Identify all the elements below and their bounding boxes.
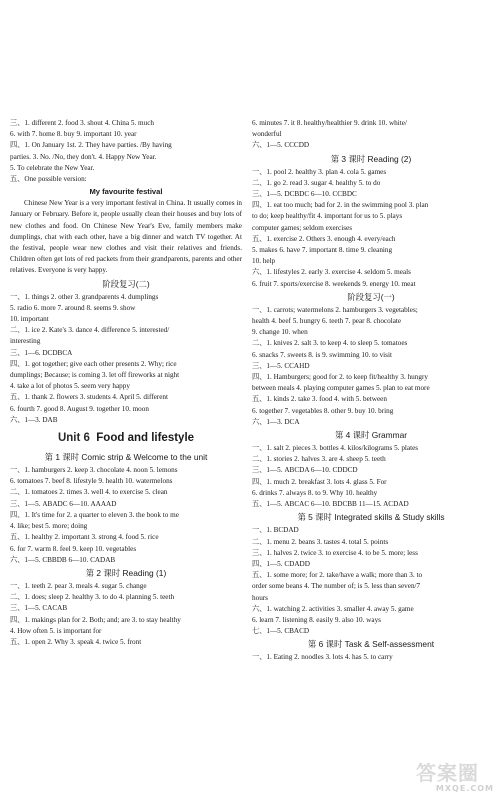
essay-text: Chinese New Year is a very important festival in China. It usually comes in January or February. Before it, people usually clean their houses and buy lots of new clothes and food. On Chinese New Year's Eve, family members make dumplings, chat with each other, have a big dinner and watch TV together. At the festival, people wear new clothes and visit their relatives and friends. Children often get lots of red packets from their grandparents, parents and other relatives. Everyone is very happy. <box>10 199 242 275</box>
answer-line: parties. 3. No. /No, they don't. 4. Happy New Year. <box>10 152 157 161</box>
answer-line: 6. fourth 7. good 8. August 9. together 10. moon <box>10 404 149 413</box>
lesson-6-answers <box>252 652 490 663</box>
lesson-1-heading: 第 1 课时 Comic strip & Welcome to the unit <box>44 452 208 463</box>
answer-line: 一、1. salt 2. pieces 3. bottles 4. kilos/kilograms 5. plates <box>252 444 419 453</box>
answer-line: 四、1. Hamburgers; good for 2. to keep fit/healthy 3. hungry <box>252 373 428 382</box>
answer-line: 七、1—5. CBACD <box>252 627 310 636</box>
answer-line: 6. tomatoes 7. beef 8. lifestyle 9. health 10. watermelons <box>10 477 173 486</box>
answer-line: 三、1—6. DCDBCA <box>10 348 73 357</box>
answer-line: 三、1. halves 2. twice 3. to exercise 4. to be 5. more; less <box>252 548 418 557</box>
answer-line: 三、1—5. ABCDA 6—10. CDDCD <box>252 466 358 475</box>
answer-line: order some beans 4. The number of; is 5. less than seven/7 <box>252 582 421 591</box>
answer-line: 四、1. It's time for 2. a quarter to eleven 3. the book to me <box>10 510 179 519</box>
lesson-5-answers <box>252 525 490 637</box>
answer-line: 4. take a lot of photos 5. seem very happy <box>10 382 130 391</box>
lesson-4-heading: 第 4 课时 Grammar <box>334 430 408 441</box>
answer-line: 五、1. open 2. Why 3. speak 4. twice 5. front <box>10 637 142 646</box>
answer-line: 一、1. hamburgers 2. keep 3. chocolate 4. noon 5. lemons <box>10 466 178 475</box>
answer-line: 五、1. exercise 2. Others 3. enough 4. every/each <box>252 234 396 243</box>
answer-line: 6. together 7. vegetables 8. other 9. buy 10. bring <box>252 406 394 415</box>
answer-line: 六、1—5. CCCDD <box>252 141 310 150</box>
review-1-answers <box>252 305 490 428</box>
answer-line: 四、1—5. CDADD <box>252 559 310 568</box>
answer-line: 四、1. makings plan for 2. Both; and; are 3. to stay healthy <box>10 615 181 624</box>
answer-line: to do; keep healthy/fit 4. important for us to 5. plays <box>252 212 403 221</box>
answer-line: 5. makes 6. have 7. important 8. time 9. cleaning <box>252 246 393 255</box>
lesson-6-heading: 第 6 课时 Task & Self-assessment <box>307 639 435 650</box>
watermark-url: MXQE.COM <box>435 784 494 793</box>
answer-line: 5. radio 6. more 7. around 8. seems 9. show <box>10 303 136 312</box>
answer-line: 六、1—3. DCA <box>252 417 300 426</box>
answer-line: 三、1. different 2. food 3. shout 4. China 5. much <box>10 119 154 127</box>
answer-line: 二、1. go 2. read 3. sugar 4. healthy 5. to do <box>252 178 381 187</box>
answer-line: 二、1. does; sleep 2. healthy 3. to do 4. planning 5. teeth <box>10 593 175 602</box>
answer-line: computer games; seldom exercises <box>252 223 352 232</box>
unit5-answers-block <box>10 118 242 185</box>
lesson-4-answers <box>252 443 490 510</box>
answer-line: 五、1. kinds 2. take 3. food 4. with 5. between <box>252 395 387 404</box>
answer-line: wonderful <box>252 130 282 139</box>
lesson-2-heading: 第 2 课时 Reading (1) <box>85 567 167 578</box>
answer-line: 六、1. lifestyles 2. early 3. exercise 4. seldom 5. meals <box>252 268 411 277</box>
answer-line: 二、1. knives 2. salt 3. to keep 4. to sleep 5. tomatoes <box>252 339 408 348</box>
answer-line: 6. fruit 7. sports/exercise 8. weekends 9. energy 10. meat <box>252 279 416 288</box>
answer-line: 6. for 7. warm 8. feel 9. keep 10. vegetables <box>10 544 137 553</box>
answer-line: hours <box>252 593 268 602</box>
answer-line: interesting <box>10 337 41 346</box>
essay-title: My favourite festival <box>89 187 163 197</box>
unit-number: Unit 6 <box>57 432 90 445</box>
lesson-3-heading: 第 3 课时 Reading (2) <box>330 153 412 164</box>
answer-line: 四、1. eat too much; bad for 2. in the swimming pool 3. plan <box>252 201 429 210</box>
answer-key-page <box>0 118 500 800</box>
answer-line: 4. How often 5. is important for <box>10 626 102 635</box>
answer-line: 六、1—3. DAB <box>10 415 58 424</box>
lesson-1-answers <box>10 465 242 566</box>
answer-line: 五、1. some more; for 2. take/have a walk; more than 3. to <box>252 571 423 580</box>
answer-line: 二、1. ice 2. Kate's 3. dance 4. difference 5. interested/ <box>10 326 170 335</box>
answer-line: 6. learn 7. listening 8. easily 9. also 10. ways <box>252 615 381 624</box>
answer-line: 一、1. Eating 2. noodles 3. lots 4. has 5. to carry <box>252 653 393 662</box>
answer-line: 4. like; best 5. more; doing <box>10 522 88 531</box>
answer-line: 一、1. carrots; watermelons 2. hamburgers 3. vegetables; <box>252 305 418 314</box>
answer-line: dumplings; Because; is coming 3. let off fireworks at night <box>10 371 180 380</box>
answer-line: between meals 4. playing computer games 5. plan to eat more <box>252 384 430 393</box>
answer-line: 三、1—5. CCAHD <box>252 361 310 370</box>
answer-line: 五、One possible version: <box>10 175 87 184</box>
answer-line: 三、1—5. DCBDC 6—10. CCBDC <box>252 190 357 199</box>
answer-line: 10. help <box>252 257 276 266</box>
answer-line: 10. important <box>10 315 49 324</box>
answer-line: 六、1—5. CBBDB 6—10. CADAB <box>10 555 116 564</box>
answer-line: 一、1. BCDAD <box>252 526 299 535</box>
answer-line: 四、1. much 2. breakfast 3. lots 4. glass 5. For <box>252 477 387 486</box>
answer-line: 5. To celebrate the New Year. <box>10 163 95 172</box>
review-2-answers <box>10 292 242 426</box>
answer-line: 二、1. stories 2. halves 3. are 4. sheep 5. teeth <box>252 455 386 464</box>
lesson-2-answers <box>10 581 242 648</box>
answer-line: 6. minutes 7. it 8. healthy/healthier 9. drink 10. white/ <box>252 119 407 127</box>
right-column <box>252 118 490 664</box>
answer-line: 三、1—5. CACAB <box>10 604 68 613</box>
answer-line: 三、1—5. ABADC 6—10. AAAAD <box>10 499 117 508</box>
site-watermark <box>416 762 494 796</box>
answer-line: 9. change 10. when <box>252 328 308 337</box>
answer-line: 六、1. watching 2. activities 3. smaller 4. away 5. game <box>252 604 414 613</box>
review-1-heading: 阶段复习(一) <box>347 291 395 302</box>
watermark-logo-text: 答案圈 <box>416 761 479 785</box>
answer-line: 五、1—5. ABCAC 6—10. BDCBB 11—15. ACDAD <box>252 500 409 509</box>
answer-line: 四、1. On January 1st. 2. They have parties. /By having <box>10 141 172 150</box>
answer-line: 二、1. tomatoes 2. times 3. well 4. to exercise 5. clean <box>10 488 168 497</box>
answer-line: 6. snacks 7. sweets 8. is 9. swimming 10. to visit <box>252 350 392 359</box>
answer-line: 一、1. things 2. other 3. grandparents 4. dumplings <box>10 292 159 301</box>
answer-line: 6. with 7. home 8. buy 9. important 10. year <box>10 130 137 139</box>
lesson-3-answers <box>252 167 490 290</box>
answer-line: 五、1. thank 2. flowers 3. students 4. April 5. different <box>10 393 168 402</box>
lesson-2-continued-answers <box>252 118 490 152</box>
answer-line: 四、1. got together; give each other presents 2. Why; rice <box>10 359 177 368</box>
answer-line: 五、1. healthy 2. important 3. strong 4. food 5. rice <box>10 533 159 542</box>
lesson-5-heading: 第 5 课时 Integrated skills & Study skills <box>297 512 445 523</box>
answer-line: 一、1. teeth 2. pear 3. meals 4. sugar 5. change <box>10 581 147 590</box>
unit-title: Food and lifestyle <box>96 432 195 445</box>
unit-heading <box>10 428 242 448</box>
left-column <box>10 118 242 648</box>
answer-line: health 4. beef 5. hungry 6. teeth 7. pear 8. chocolate <box>252 317 402 326</box>
answer-line: 6. drinks 7. always 8. to 9. Why 10. healthy <box>252 488 378 497</box>
answer-line: 一、1. pool 2. healthy 3. plan 4. cola 5. games <box>252 167 387 176</box>
review-2-heading: 阶段复习(二) <box>102 278 150 289</box>
answer-line: 二、1. menu 2. beans 3. tastes 4. total 5. points <box>252 537 389 546</box>
